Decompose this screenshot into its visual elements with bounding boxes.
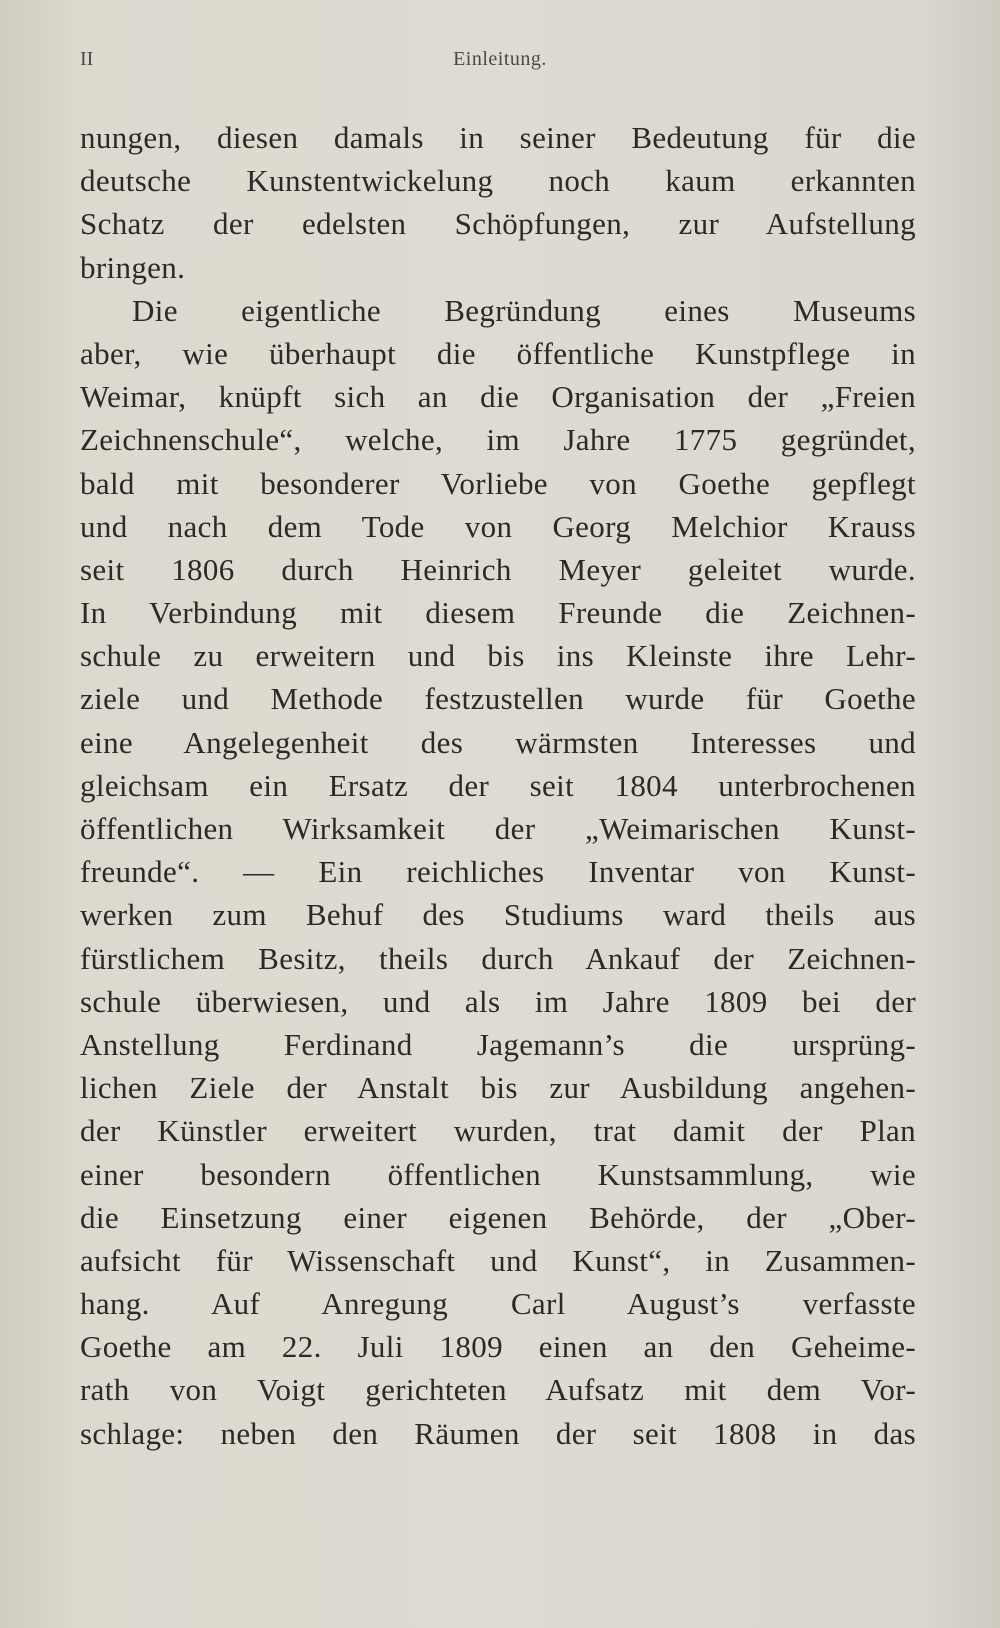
text-line: fürstlichem Besitz, theils durch Ankauf der Zeichnen-	[80, 940, 916, 976]
body-text	[80, 116, 916, 1455]
text-line: deutsche Kunstentwickelung noch kaum erkannten	[80, 163, 916, 199]
text-line: werken zum Behuf des Studiums ward theils aus	[80, 897, 916, 933]
text-line: Goethe am 22. Juli 1809 einen an den Geheime-	[80, 1329, 916, 1365]
text-line: Zeichnenschule“, welche, im Jahre 1775 gegründet,	[80, 422, 916, 458]
text-line: aufsicht für Wissenschaft und Kunst“, in Zusammen-	[80, 1242, 916, 1278]
page-header	[80, 48, 920, 78]
running-title: Einleitung.	[453, 48, 547, 70]
text-line: Die eigentliche Begründung eines Museums	[132, 292, 916, 328]
text-line: aber, wie überhaupt die öffentliche Kunstpflege in	[80, 335, 916, 371]
text-line: bringen.	[80, 249, 186, 285]
text-line: öffentlichen Wirksamkeit der „Weimarischen Kunst-	[80, 811, 916, 846]
text-line: Schatz der edelsten Schöpfungen, zur Aufstellung	[80, 206, 916, 242]
text-line: und nach dem Tode von Georg Melchior Krauss	[80, 508, 916, 544]
text-line: die Einsetzung einer eigenen Behörde, der „Ober-	[80, 1199, 916, 1235]
text-line: lichen Ziele der Anstalt bis zur Ausbildung angehen-	[80, 1070, 916, 1106]
text-line: rath von Voigt gerichteten Aufsatz mit dem Vor-	[80, 1372, 916, 1408]
text-line: hang. Auf Anregung Carl August’s verfasste	[80, 1286, 916, 1322]
text-line: bald mit besonderer Vorliebe von Goethe gepflegt	[80, 465, 916, 501]
text-line: In Verbindung mit diesem Freunde die Zeichnen-	[80, 595, 916, 631]
text-line: nungen, diesen damals in seiner Bedeutung für die	[80, 120, 916, 155]
text-line: einer besondern öffentlichen Kunstsammlung, wie	[80, 1156, 916, 1192]
text-line: schlage: neben den Räumen der seit 1808 in das	[80, 1415, 916, 1451]
text-line: Weimar, knüpft sich an die Organisation der „Freien	[80, 379, 916, 415]
text-line: Anstellung Ferdinand Jagemann’s die ursprüng-	[80, 1026, 916, 1062]
text-line: schule zu erweitern und bis ins Kleinste ihre Lehr-	[80, 638, 916, 674]
text-line: schule überwiesen, und als im Jahre 1809 bei der	[80, 983, 916, 1019]
text-line: eine Angelegenheit des wärmsten Interesses und	[80, 724, 916, 760]
text-line: ziele und Methode festzustellen wurde für Goethe	[80, 681, 916, 717]
text-line: der Künstler erweitert wurden, trat damit der Plan	[80, 1113, 916, 1149]
text-line: freunde“. — Ein reichliches Inventar von Kunst-	[80, 854, 916, 890]
text-line: seit 1806 durch Heinrich Meyer geleitet wurde.	[80, 551, 916, 587]
page-number: II	[80, 48, 94, 70]
text-line: gleichsam ein Ersatz der seit 1804 unterbrochenen	[80, 767, 916, 803]
